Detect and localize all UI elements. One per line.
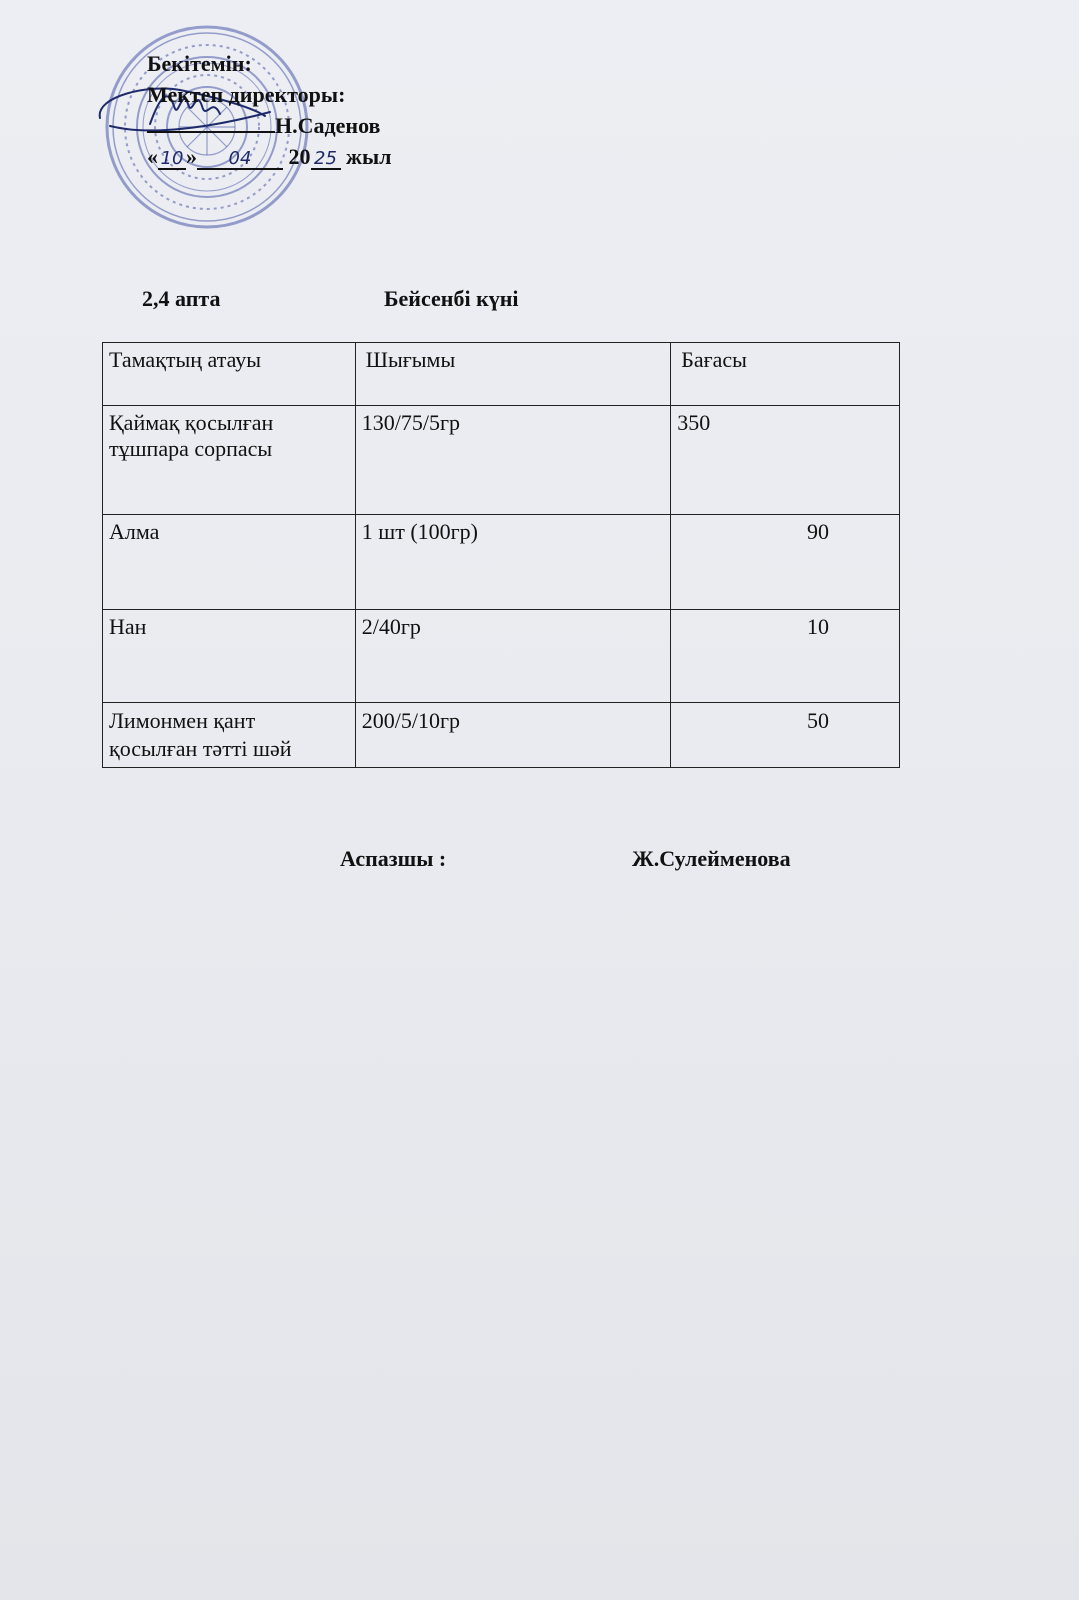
approval-heading: Бекітемін: <box>147 51 252 76</box>
week-label: 2,4 апта <box>142 286 221 311</box>
table-row <box>103 703 900 768</box>
dish-price: 90 <box>671 515 900 610</box>
dish-price: 10 <box>671 610 900 703</box>
dish-price: 50 <box>671 703 900 768</box>
table-row <box>103 610 900 703</box>
table-row <box>103 406 900 515</box>
date-year-prefix: 20 <box>288 144 311 169</box>
approval-position: Мектеп директоры: <box>147 82 346 107</box>
date-year-word: жыл <box>346 144 392 169</box>
day-label: Бейсенбі күні <box>384 286 519 311</box>
dish-yield: 200/5/10гр <box>355 703 670 768</box>
dish-yield: 130/75/5гр <box>355 406 670 515</box>
menu-table <box>102 342 900 768</box>
cook-label: Аспазшы : <box>340 846 447 871</box>
column-header-name: Тамақтың атауы <box>103 343 356 406</box>
dish-name: Лимонмен қант қосылған тәтті шәй <box>103 703 356 768</box>
table-row <box>103 515 900 610</box>
date-day: 10 <box>158 150 186 170</box>
date-close-quote: » <box>186 144 197 169</box>
dish-price: 350 <box>671 406 900 515</box>
approval-block <box>147 48 391 172</box>
approval-date <box>147 141 391 172</box>
table-header-row <box>103 343 900 406</box>
column-header-yield: Шығымы <box>355 343 670 406</box>
column-header-price: Бағасы <box>671 343 900 406</box>
dish-name: Алма <box>103 515 356 610</box>
date-year-suffix: 25 <box>311 150 341 170</box>
dish-yield: 1 шт (100гр) <box>355 515 670 610</box>
director-name: Н.Саденов <box>275 113 381 138</box>
date-open-quote: « <box>147 144 158 169</box>
dish-name: Қаймақ қосылған тұшпара сорпасы <box>103 406 356 515</box>
director-signature-line <box>147 110 391 141</box>
signature-blank <box>147 115 275 133</box>
dish-name: Нан <box>103 610 356 703</box>
cook-name: Ж.Сулейменова <box>632 846 791 871</box>
dish-yield: 2/40гр <box>355 610 670 703</box>
date-month: 04 <box>197 150 283 170</box>
